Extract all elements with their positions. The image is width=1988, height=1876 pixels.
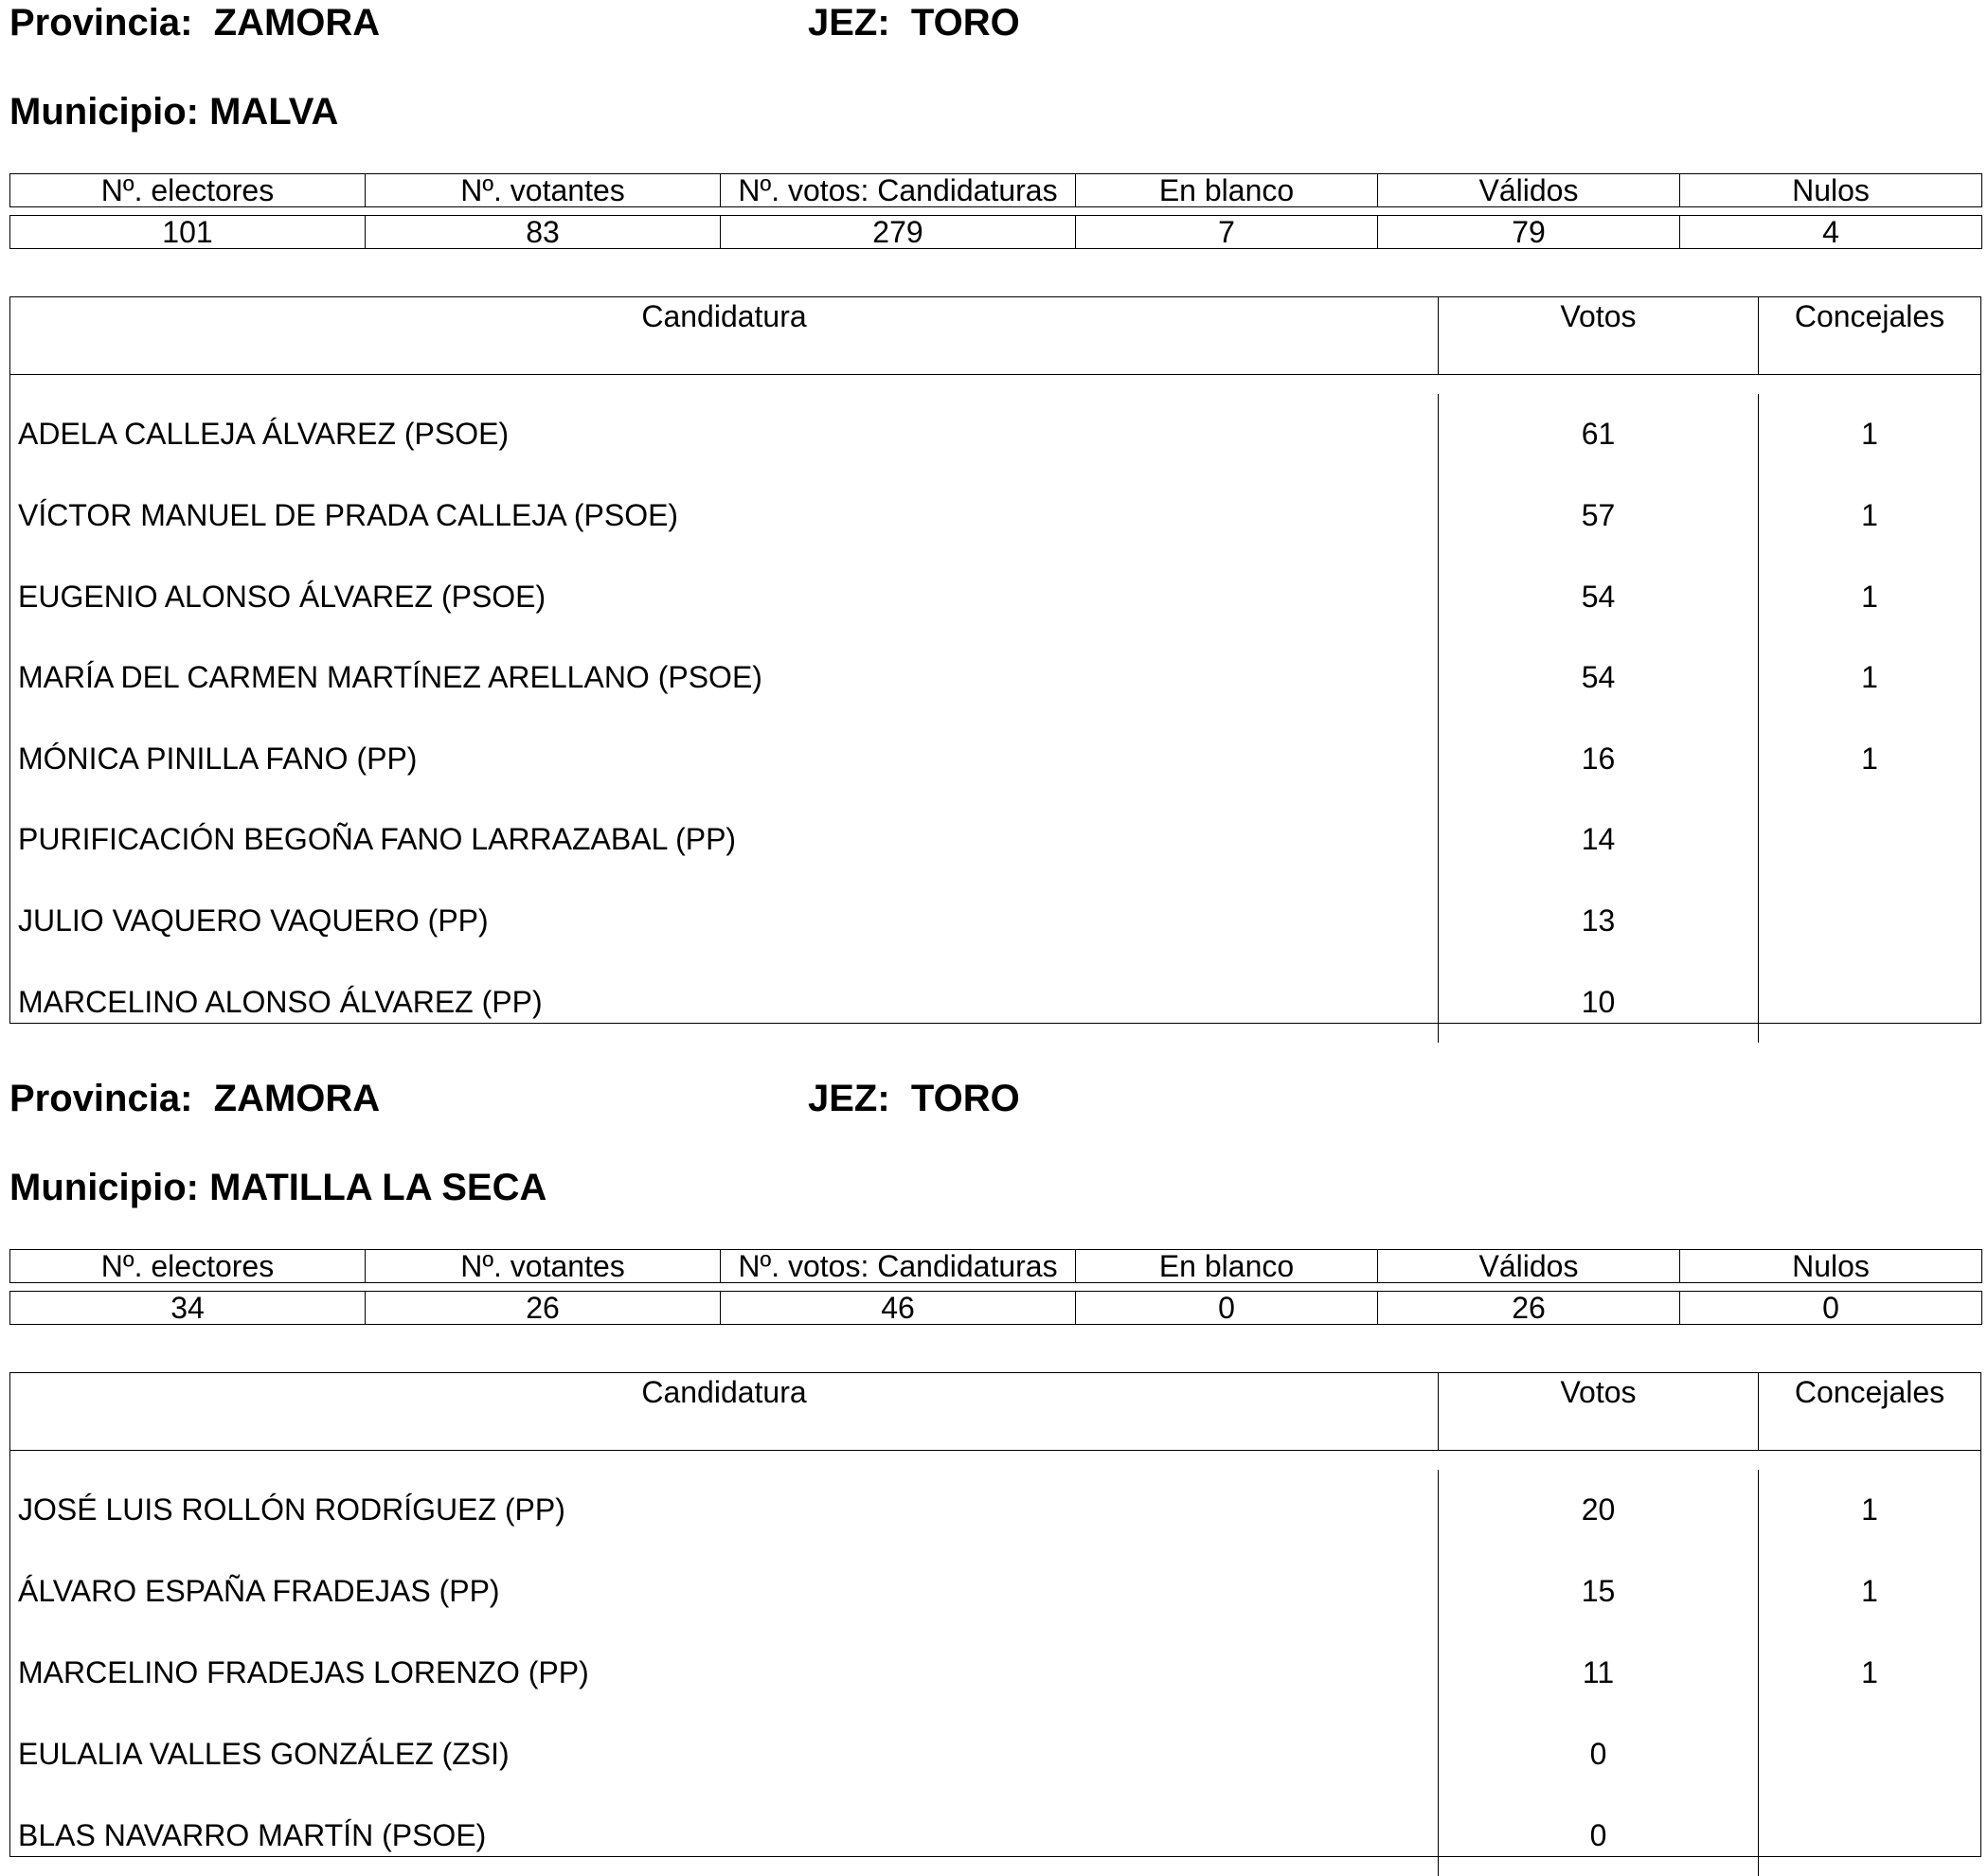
candidate-votes: 0: [1439, 1713, 1759, 1795]
municipio-value: MALVA: [209, 91, 339, 133]
provincia-label: Provincia:: [9, 1078, 193, 1119]
candidate-votes: 14: [1439, 799, 1759, 881]
candidate-votes: 11: [1439, 1633, 1759, 1714]
municipio-heading: [9, 1165, 546, 1210]
stats-header-nulos: Nulos: [1680, 1250, 1982, 1283]
stats-header-electores: Nº. electores: [10, 174, 366, 207]
stats-value-votantes: 83: [366, 216, 721, 249]
jez-heading: [808, 1076, 1020, 1121]
candidate-name: EUGENIO ALONSO ÁLVAREZ (PSOE): [10, 556, 1439, 637]
candidate-row: [10, 475, 1980, 557]
candidate-row: [10, 637, 1980, 719]
candidate-name: ÁLVARO ESPAÑA FRADEJAS (PP): [10, 1551, 1439, 1633]
stats-value-votos-candidaturas: 279: [721, 216, 1076, 249]
candidate-votes: 61: [1439, 394, 1759, 475]
candidate-votes: 15: [1439, 1551, 1759, 1633]
candidate-row: [10, 1633, 1980, 1714]
municipio-value: MATILLA LA SECA: [209, 1167, 547, 1208]
municipio-label: Municipio:: [9, 91, 199, 133]
candidate-name: MARCELINO ALONSO ÁLVAREZ (PP): [10, 961, 1439, 1043]
stats-value-en-blanco: 0: [1076, 1292, 1378, 1325]
stats-table: [9, 173, 1982, 249]
candidate-concejales: 1: [1861, 417, 1878, 452]
stats-header-votantes: Nº. votantes: [366, 174, 721, 207]
jez-value: TORO: [910, 2, 1020, 44]
stats-value-en-blanco: 7: [1076, 216, 1378, 249]
provincia-heading: [9, 0, 380, 45]
candidate-concejales: 1: [1861, 497, 1878, 532]
municipio-heading: [9, 89, 338, 134]
candidate-name: MÓNICA PINILLA FANO (PP): [10, 719, 1439, 800]
municipality-section: [9, 1076, 1981, 1862]
candidate-votes: 13: [1439, 881, 1759, 962]
candidate-name: PURIFICACIÓN BEGOÑA FANO LARRAZABAL (PP): [10, 799, 1439, 881]
stats-value-electores: 101: [10, 216, 366, 249]
municipio-label: Municipio:: [9, 1167, 199, 1208]
candidate-votes: 0: [1439, 1795, 1759, 1876]
stats-table: [9, 1249, 1982, 1325]
header-candidatura: Candidatura: [10, 297, 1439, 374]
candidate-concejales: 1: [1861, 1492, 1878, 1528]
candidates-header-row: [10, 1373, 1980, 1451]
candidates-table: [9, 1372, 1981, 1857]
stats-value-votantes: 26: [366, 1292, 721, 1325]
stats-value-row: [10, 216, 1982, 249]
stats-header-votos-candidaturas: Nº. votos: Candidaturas: [721, 174, 1076, 207]
header-concejales: Concejales: [1794, 1375, 1945, 1409]
jez-heading: [808, 0, 1020, 45]
candidate-concejales: [1759, 961, 1980, 1043]
jez-label: JEZ:: [808, 2, 890, 44]
candidate-row: [10, 1795, 1980, 1876]
stats-header-nulos: Nulos: [1680, 174, 1982, 207]
candidate-row: [10, 1713, 1980, 1795]
jez-label: JEZ:: [808, 1078, 890, 1119]
candidate-row: [10, 394, 1980, 475]
provincia-value: ZAMORA: [213, 1078, 381, 1119]
candidates-header-row: [10, 297, 1980, 375]
candidate-concejales: 1: [1861, 1654, 1878, 1689]
stats-header-validos: Válidos: [1378, 174, 1680, 207]
provincia-value: ZAMORA: [213, 2, 381, 44]
candidate-name: ADELA CALLEJA ÁLVAREZ (PSOE): [10, 394, 1439, 475]
candidate-name: JOSÉ LUIS ROLLÓN RODRÍGUEZ (PP): [10, 1470, 1439, 1551]
stats-header-validos: Válidos: [1378, 1250, 1680, 1283]
candidate-concejales: [1759, 799, 1980, 881]
candidate-votes: 54: [1439, 637, 1759, 719]
candidate-row: [10, 1470, 1980, 1551]
header-candidatura: Candidatura: [10, 1373, 1439, 1450]
candidate-concejales: 1: [1861, 1574, 1878, 1609]
stats-header-electores: Nº. electores: [10, 1250, 366, 1283]
stats-value-validos: 26: [1378, 1292, 1680, 1325]
stats-header-votantes: Nº. votantes: [366, 1250, 721, 1283]
candidate-concejales: [1759, 1713, 1980, 1795]
candidate-votes: 16: [1439, 719, 1759, 800]
candidate-concejales: [1759, 881, 1980, 962]
candidate-votes: 10: [1439, 961, 1759, 1043]
stats-value-nulos: 4: [1680, 216, 1982, 249]
candidates-table: [9, 296, 1981, 1024]
stats-header-row: [10, 1250, 1982, 1283]
candidate-row: [10, 961, 1980, 1043]
stats-header-votos-candidaturas: Nº. votos: Candidaturas: [721, 1250, 1076, 1283]
candidate-votes: 57: [1439, 475, 1759, 557]
candidate-row: [10, 881, 1980, 962]
candidate-votes: 54: [1439, 556, 1759, 637]
stats-value-validos: 79: [1378, 216, 1680, 249]
stats-header-en-blanco: En blanco: [1076, 1250, 1378, 1283]
provincia-label: Provincia:: [9, 2, 193, 44]
stats-value-row: [10, 1292, 1982, 1325]
municipality-section: [9, 0, 1981, 1027]
header-votos: Votos: [1439, 1373, 1759, 1450]
header-concejales: Concejales: [1794, 299, 1945, 333]
candidate-concejales: [1759, 1795, 1980, 1876]
candidate-row: [10, 799, 1980, 881]
candidate-concejales: 1: [1861, 741, 1878, 776]
candidate-row: [10, 1551, 1980, 1633]
stats-value-electores: 34: [10, 1292, 366, 1325]
candidate-name: BLAS NAVARRO MARTÍN (PSOE): [10, 1795, 1439, 1876]
jez-value: TORO: [910, 1078, 1020, 1119]
candidate-votes: 20: [1439, 1470, 1759, 1551]
stats-header-row: [10, 174, 1982, 207]
candidate-name: VÍCTOR MANUEL DE PRADA CALLEJA (PSOE): [10, 475, 1439, 557]
candidate-row: [10, 719, 1980, 800]
candidate-concejales: 1: [1861, 660, 1878, 695]
header-votos: Votos: [1439, 297, 1759, 374]
candidate-name: EULALIA VALLES GONZÁLEZ (ZSI): [10, 1713, 1439, 1795]
candidate-concejales: 1: [1861, 579, 1878, 614]
candidate-name: JULIO VAQUERO VAQUERO (PP): [10, 881, 1439, 962]
stats-value-votos-candidaturas: 46: [721, 1292, 1076, 1325]
candidate-name: MARÍA DEL CARMEN MARTÍNEZ ARELLANO (PSOE): [10, 637, 1439, 719]
stats-header-en-blanco: En blanco: [1076, 174, 1378, 207]
provincia-heading: [9, 1076, 380, 1121]
candidate-row: [10, 556, 1980, 637]
stats-value-nulos: 0: [1680, 1292, 1982, 1325]
candidate-name: MARCELINO FRADEJAS LORENZO (PP): [10, 1633, 1439, 1714]
